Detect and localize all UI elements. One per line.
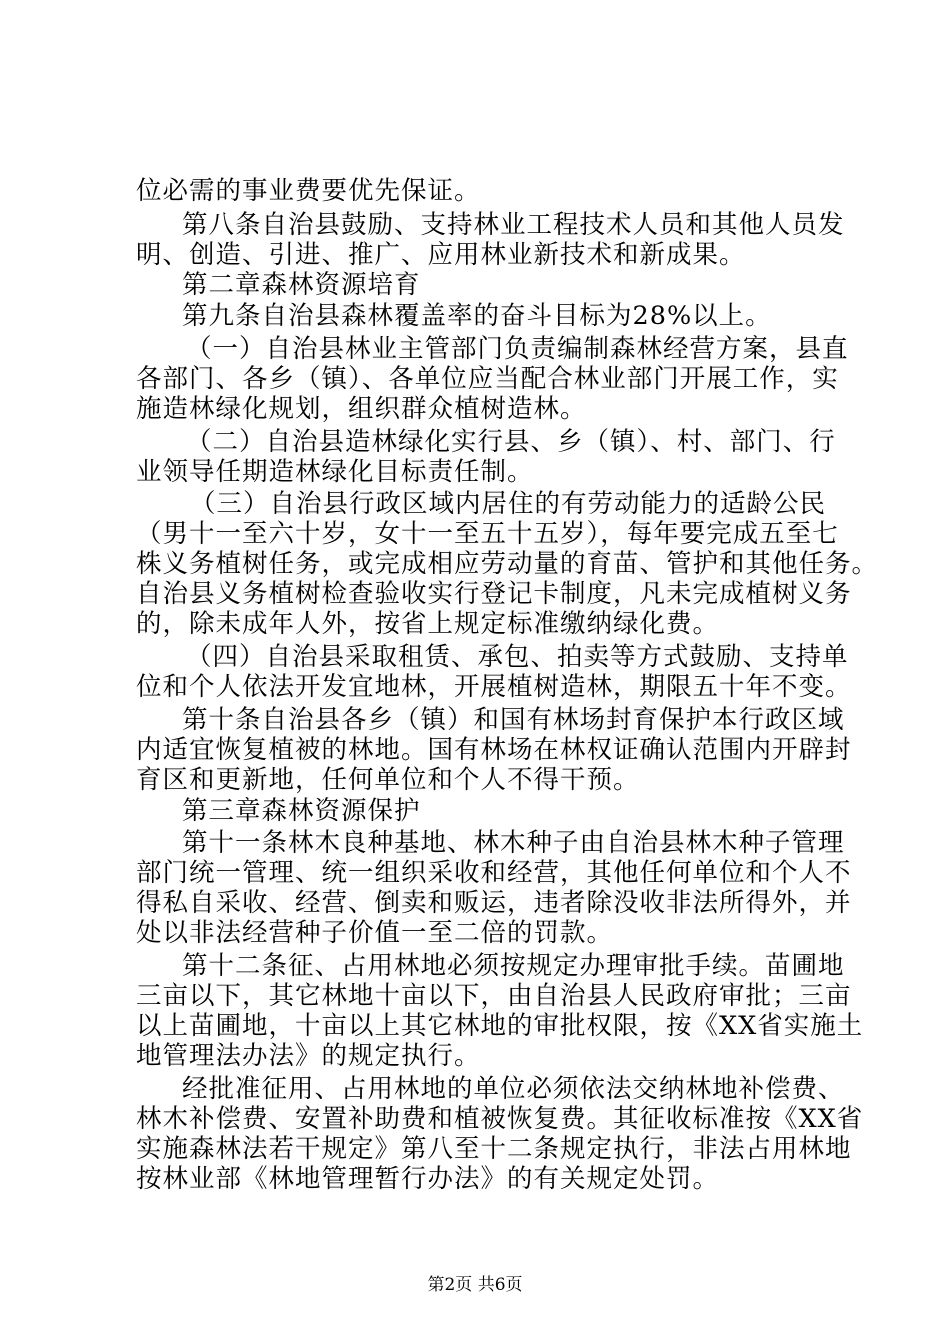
text-line: 经批准征用、占用林地的单位必须依法交纳林地补偿费、 (182, 1074, 845, 1104)
text-line: 得私自采收、经营、倒卖和贩运，违者除没收非法所得外，并 (136, 888, 852, 918)
text-line: 第十二条征、占用林地必须按规定办理审批手续。苗圃地 (182, 951, 845, 981)
text-line: 处以非法经营种子价值一至二倍的罚款。 (136, 918, 614, 948)
text-line: 第十一条林木良种基地、林木种子由自治县林木种子管理 (182, 828, 845, 858)
text-line: 位和个人依法开发宜地林，开展植树造林，期限五十年不变。 (136, 672, 852, 702)
text-line: 实施森林法若干规定》第八至十二条规定执行，非法占用林地 (136, 1134, 852, 1164)
text-line: 三亩以下，其它林地十亩以下，由自治县人民政府审批；三亩 (136, 981, 852, 1011)
text-line: 株义务植树任务，或完成相应劳动量的育苗、管护和其他任务。 (136, 549, 879, 579)
text-line: 部门统一管理、统一组织采收和经营，其他任何单位和个人不 (136, 858, 852, 888)
text-line: 林木补偿费、安置补助费和植被恢复费。其征收标准按《XX省 (136, 1104, 864, 1134)
text-line: 施造林绿化规划，组织群众植树造林。 (136, 394, 587, 424)
text-line: 内适宜恢复植被的林地。国有林场在林权证确认范围内开辟封 (136, 735, 852, 765)
text-line: 第八条自治县鼓励、支持林业工程技术人员和其他人员发 (182, 210, 845, 240)
text-line: 地管理法办法》的规定执行。 (136, 1041, 481, 1071)
text-line: 各部门、各乡（镇）、各单位应当配合林业部门开展工作，实 (136, 364, 839, 394)
text-line: 第九条自治县森林覆盖率的奋斗目标为28%以上。 (182, 301, 772, 331)
text-line: 育区和更新地，任何单位和个人不得干预。 (136, 765, 640, 795)
chapter-heading: 第三章森林资源保护 (182, 796, 421, 826)
text-line: 以上苗圃地，十亩以上其它林地的审批权限，按《XX省实施土 (136, 1011, 864, 1041)
text-line: 明、创造、引进、推广、应用林业新技术和新成果。 (136, 240, 746, 270)
text-line: （男十一至六十岁，女十一至五十五岁），每年要完成五至七 (136, 519, 839, 549)
text-line: 位必需的事业费要优先保证。 (136, 176, 481, 206)
text-line: 按林业部《林地管理暂行办法》的有关规定处罚。 (136, 1164, 720, 1194)
chapter-heading: 第二章森林资源培育 (182, 270, 421, 300)
page-number-footer: 第2页 共6页 (427, 1275, 523, 1295)
text-line: 业领导任期造林绿化目标责任制。 (136, 457, 534, 487)
text-line: （三）自治县行政区域内居住的有劳动能力的适龄公民 (190, 489, 827, 519)
text-line: 的，除未成年人外，按省上规定标准缴纳绿化费。 (136, 609, 720, 639)
text-line: 第十条自治县各乡（镇）和国有林场封育保护本行政区域 (182, 705, 845, 735)
text-line: 自治县义务植树检查验收实行登记卡制度，凡未完成植树义务 (136, 579, 852, 609)
text-line: （四）自治县采取租赁、承包、拍卖等方式鼓励、支持单 (186, 642, 849, 672)
text-line: （一）自治县林业主管部门负责编制森林经营方案，县直 (186, 334, 849, 364)
text-line: （二）自治县造林绿化实行县、乡（镇）、村、部门、行 (186, 427, 836, 457)
